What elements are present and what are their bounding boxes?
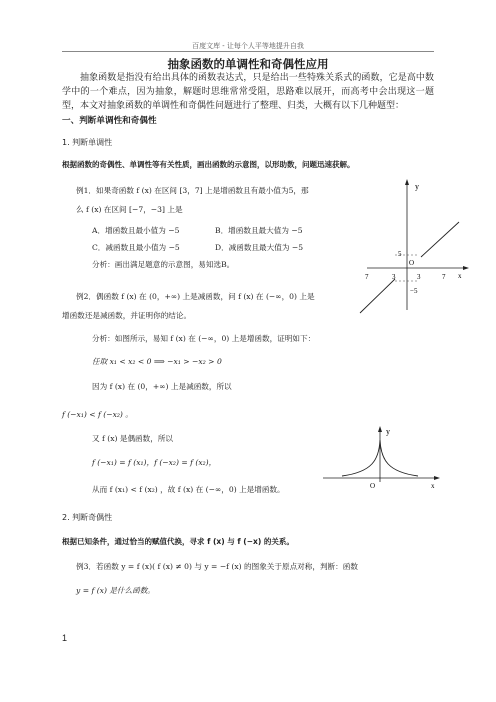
example2-analysis: 分析：如图所示，易知 f (x) 在 (−∞，0) 上是增函数，证明如下： [92, 334, 316, 343]
example2-equalities: f (−x₁) = f (x₁)，f (−x₂) = f (x₂)， [92, 458, 217, 467]
graph1-y-label: y [415, 182, 419, 191]
graph-curve-left [342, 440, 380, 476]
x-axis-arrow-icon [463, 266, 469, 270]
section-heading: 一、判断单调性和奇偶性 [62, 116, 157, 126]
graph2-x-label: x [431, 482, 435, 490]
example1-line2: 么 f (x) 在区间 [−7，−3] 上是 [76, 205, 183, 214]
header-divider [62, 51, 434, 52]
example2-take: 任取 x₁ < x₂ < 0 ⟹ −x₁ > −x₂ > 0 [92, 357, 222, 366]
example2-line2: 增函数还是减函数，并证明你的结论。 [62, 311, 192, 320]
y-axis-arrow-icon [405, 179, 409, 185]
page-number: 1 [62, 633, 68, 643]
example2-because: 因为 f (x) 在 (0，+∞) 上是减函数，所以 [92, 382, 232, 391]
example2-graph [318, 420, 443, 500]
subsection-lead-monotonic: 根据函数的奇偶性、单调性等有关性质，画出函数的示意图，以形助数，问题迅速获解。 [62, 160, 355, 169]
example2-also: 又 f (x) 是偶函数，所以 [92, 434, 174, 443]
example3-line2: y = f (x) 是什么函数。 [76, 586, 155, 595]
graph-segment-right [421, 222, 459, 257]
intro-paragraph: 抽象函数是指没有给出具体的函数表达式，只是给出一些特殊关系式的函数，它是高中数学中的一个难点，因为抽象，解题时思维常常受阻，思路难以展开，而高考中会出现这一题型，本文对抽象函数的单调性和奇偶性问题进行了整理、归类，大概有以下几种题型： [62, 73, 434, 112]
example2-inequality: f (−x₁) < f (−x₂) 。 [62, 410, 133, 419]
page-header: 百度文库 - 让每个人平等地提升自我 [192, 42, 304, 50]
graph1-origin-label: O [409, 259, 415, 267]
example1-option-c: C．减函数且最小值为 −5 [92, 243, 180, 252]
example1-option-b: B．增函数且最大值为 −5 [215, 226, 303, 235]
graph-curve-right [380, 440, 418, 476]
graph2-y-label: y [386, 427, 390, 436]
subsection-heading-parity: 2. 判断奇偶性 [62, 513, 113, 522]
graph1-x-label: x [458, 272, 462, 280]
x-axis-arrow-icon [434, 476, 440, 480]
subsection-lead-parity: 根据已知条件，通过恰当的赋值代换，寻求 f (x) 与 f (−x) 的关系。 [62, 537, 294, 546]
example2-conclusion: 从而 f (x₁) < f (x₂) ，故 f (x) 在 (−∞，0) 上是增函数。 [92, 485, 285, 494]
example1-graph [355, 175, 470, 315]
graph1-tick-minus5: −5 [410, 287, 418, 295]
example1-line1: 例1．如果奇函数 f (x) 在区间 [3，7] 上是增函数且有最小值为5，那 [76, 186, 309, 195]
example1-option-a: A．增函数且最小值为 −5 [92, 226, 180, 235]
graph1-tick-neg3: 3 [392, 273, 396, 281]
example1-option-d: D．减函数且最大值为 −5 [215, 243, 304, 252]
graph1-tick-3: 3 [417, 273, 421, 281]
subsection-heading-monotonic: 1. 判断单调性 [62, 138, 113, 147]
example3-line1: 例3．若函数 y = f (x)( f (x) ≠ 0) 与 y = −f (x) 的图象关于原点对称，判断：函数 [76, 562, 358, 571]
graph1-tick-7: 7 [442, 273, 446, 281]
example1-analysis: 分析：画出满足题意的示意图，易知选B。 [92, 260, 235, 269]
graph-segment-left [360, 279, 395, 313]
graph1-tick-5: 5 [398, 250, 402, 258]
document-title: 抽象函数的单调性和奇偶性应用 [167, 57, 329, 71]
graph1-tick-neg7: 7 [365, 273, 369, 281]
example2-line1: 例2．偶函数 f (x) 在 (0，+∞) 上是减函数，问 f (x) 在 (−∞，0) 上是 [76, 292, 315, 301]
y-axis-arrow-icon [378, 426, 382, 432]
graph2-origin-label: O [370, 482, 376, 490]
